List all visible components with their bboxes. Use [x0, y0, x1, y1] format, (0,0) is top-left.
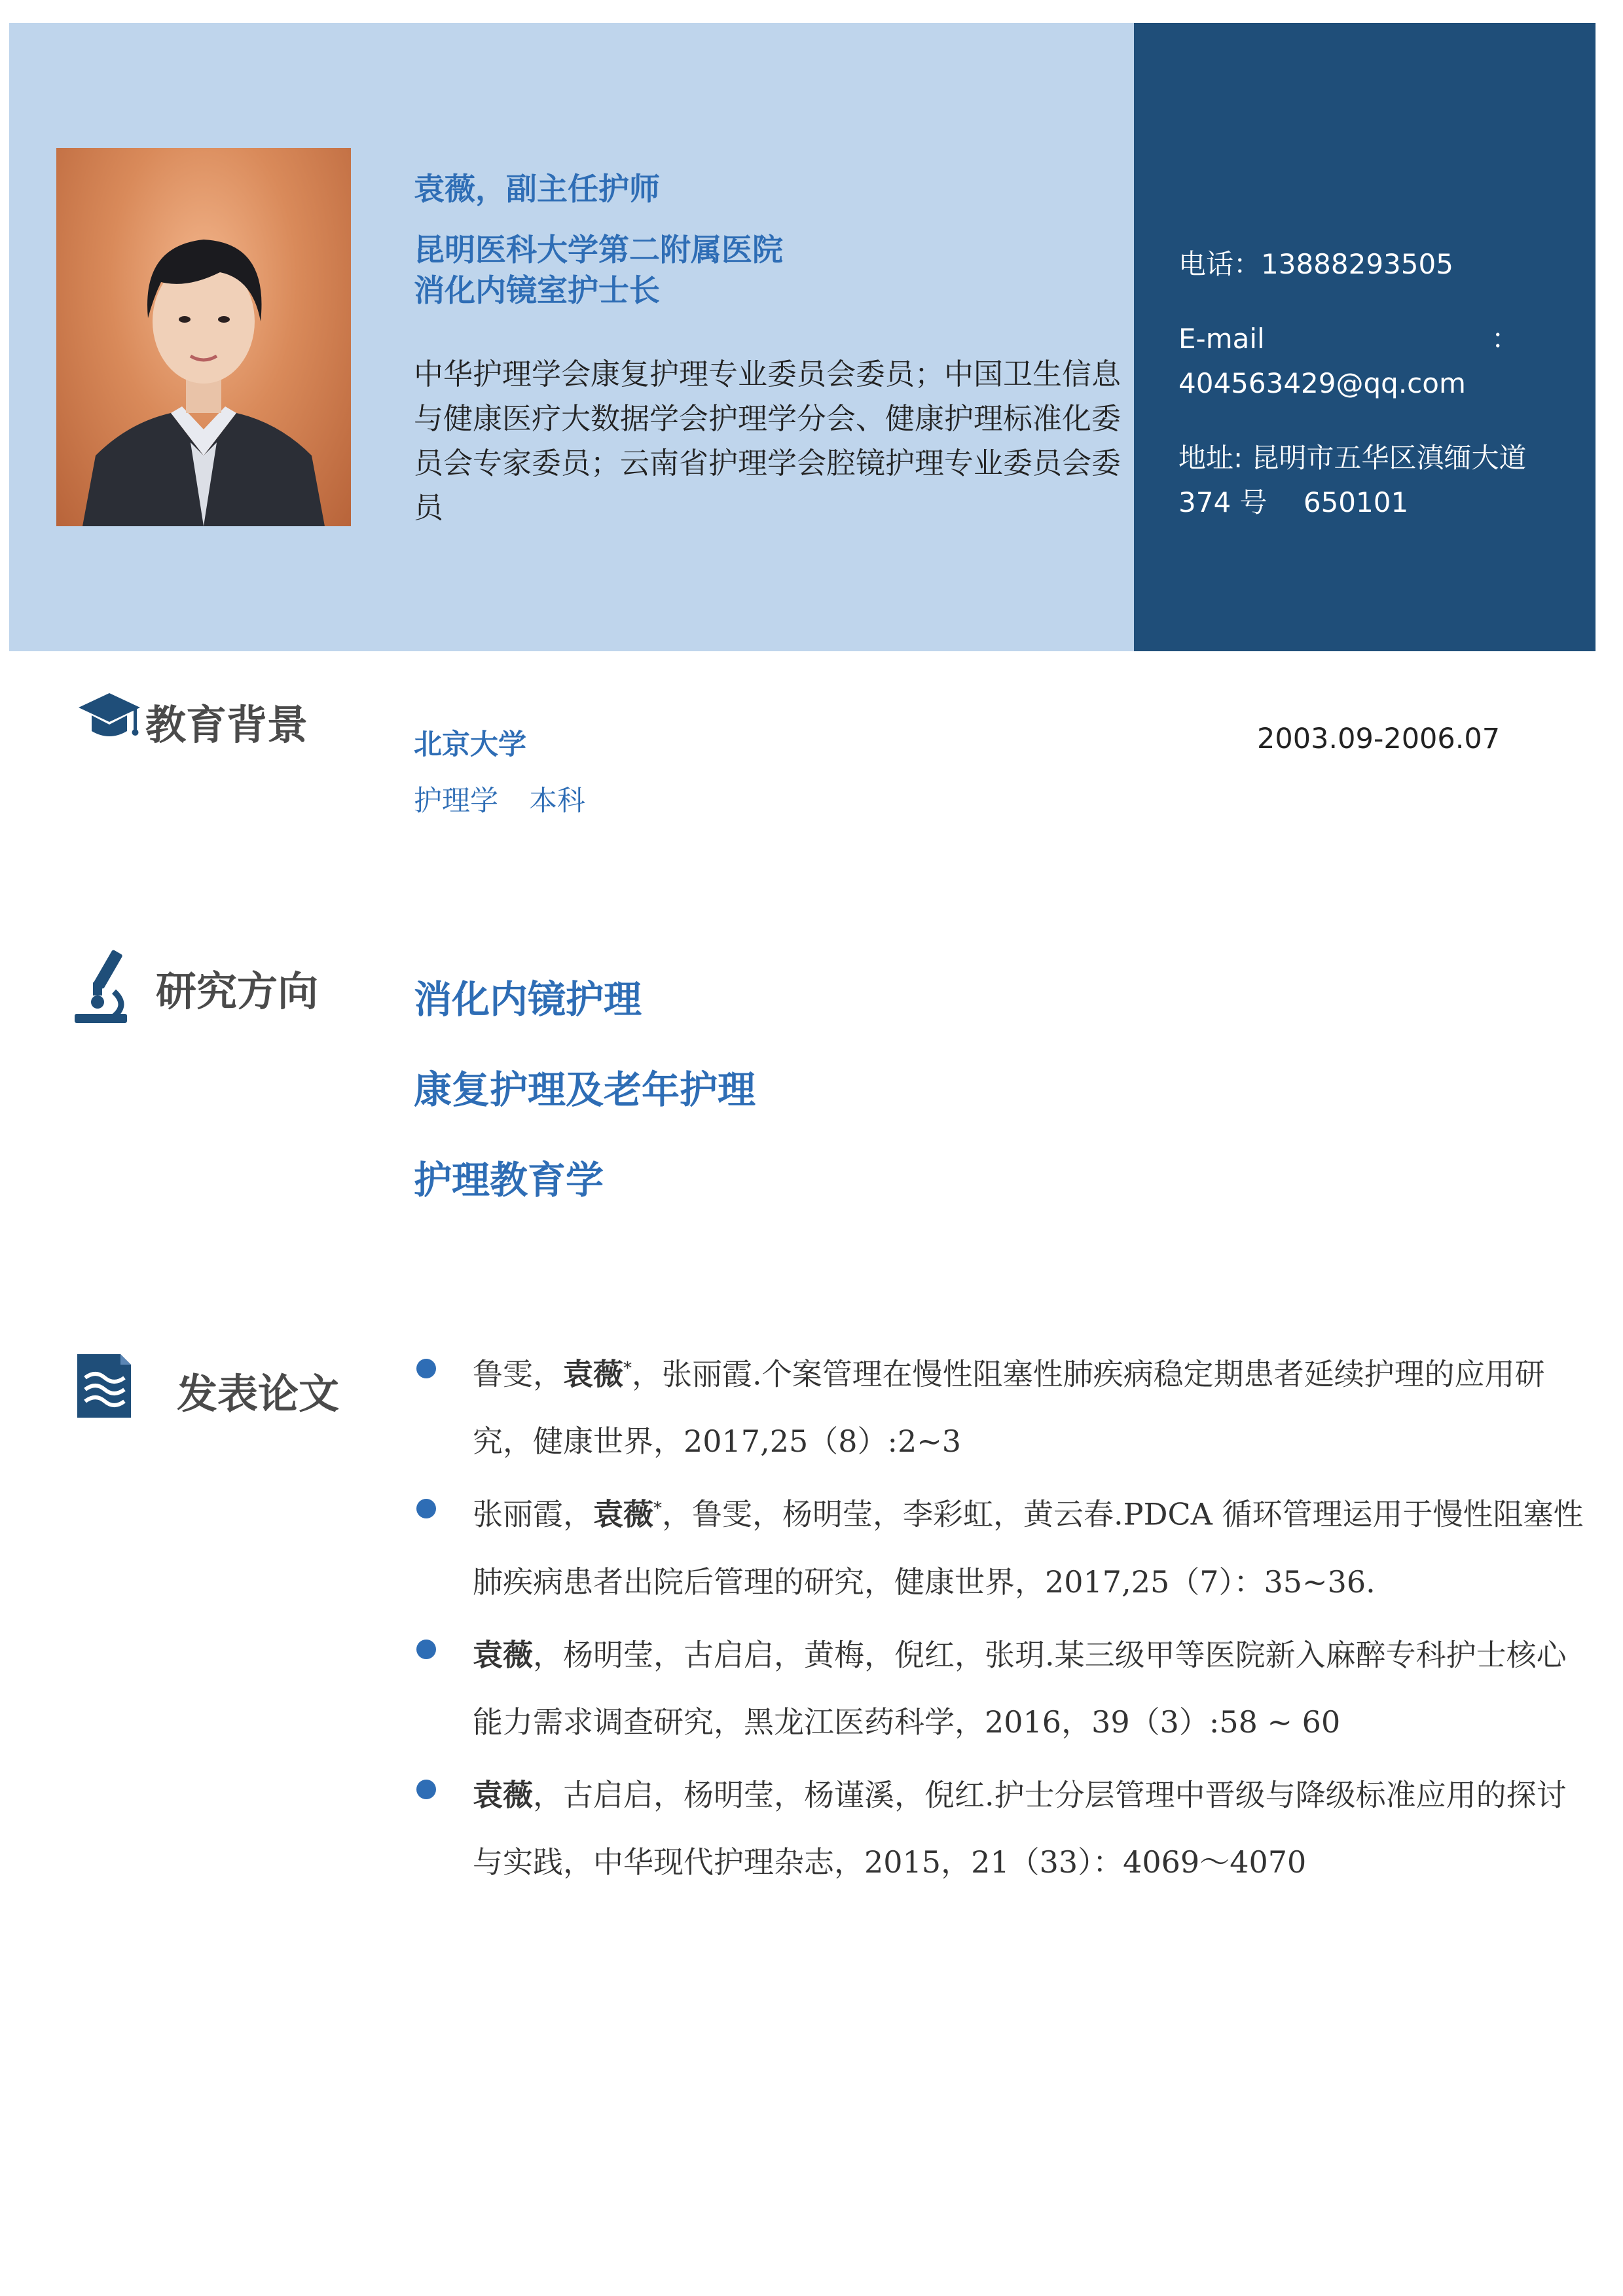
- bullet-icon: [416, 1499, 436, 1518]
- pub-coauthors: 张丽霞，: [473, 1496, 593, 1532]
- research-item: 护理教育学: [414, 1158, 604, 1202]
- research-item: 消化内镜护理: [414, 977, 642, 1022]
- contact-info: [1178, 242, 1571, 555]
- pub-citation: ，张丽霞.个案管理在慢性阻塞性肺疾病稳定期患者延续护理的应用研究，健康世界，2017,25（8）:2~3: [473, 1356, 1545, 1460]
- bullet-icon: [416, 1780, 436, 1799]
- email: [1178, 317, 1571, 406]
- phone: 电话：13888293505: [1178, 248, 1453, 280]
- pub-citation: ，鲁雯，杨明莹，李彩虹，黄云春.PDCA 循环管理运用于慢性阻塞性肺疾病患者出院后管理的研究，健康世界，2017,25（7）：35~36.: [473, 1496, 1584, 1600]
- portrait-illustration: [56, 148, 351, 526]
- document-icon: [75, 1352, 134, 1420]
- education-date: 2003.09-2006.07: [1257, 723, 1501, 755]
- profile-photo: [56, 148, 351, 526]
- education-title: 教育背景: [145, 701, 308, 749]
- memberships-text: 中华护理学会康复护理专业委员会委员；中国卫生信息与健康医疗大数据学会护理学分会、健康护理标准化委员会专家委员；云南省护理学会腔镜护理专业委员会委员: [414, 357, 1122, 525]
- corresponding-mark: *: [623, 1359, 632, 1378]
- publication-item: [406, 1475, 1591, 1615]
- corresponding-mark: *: [653, 1499, 662, 1519]
- microscope-icon: [73, 946, 128, 1024]
- pub-author: 袁薇: [563, 1356, 623, 1392]
- position-title: 消化内镜室护士长: [414, 273, 660, 309]
- address-line-1: 地址: 昆明市五华区滇缅大道: [1178, 442, 1527, 474]
- email-label: E-mail: [1178, 323, 1265, 355]
- address: [1178, 436, 1571, 525]
- hospital-name: 昆明医科大学第二附属医院: [414, 232, 783, 268]
- research-item: 康复护理及老年护理: [414, 1067, 756, 1112]
- education-degree: 本科: [529, 785, 585, 817]
- name-title: 袁薇，副主任护师: [414, 171, 660, 207]
- publication-item: [406, 1616, 1591, 1756]
- education-school: 北京大学: [414, 728, 526, 761]
- publication-list: [406, 1335, 1591, 1896]
- graduation-cap-icon: [77, 691, 141, 743]
- research-title: 研究方向: [156, 967, 319, 1015]
- bullet-icon: [416, 1359, 436, 1378]
- pub-author: 袁薇: [593, 1496, 653, 1532]
- pub-author: 袁薇: [473, 1777, 533, 1813]
- publication-item: [406, 1335, 1591, 1475]
- pub-coauthors: 鲁雯，: [473, 1356, 563, 1392]
- pub-citation: ，杨明莹，古启启，黄梅，倪红，张玥.某三级甲等医院新入麻醉专科护士核心能力需求调查研究，黑龙江医药科学，2016，39（3）:58 ~ 60: [473, 1636, 1567, 1740]
- publication-item: [406, 1756, 1591, 1896]
- bullet-icon: [416, 1640, 436, 1659]
- pub-citation: ，古启启，杨明莹，杨谨溪，倪红.护士分层管理中晋级与降级标准应用的探讨与实践，中华现代护理杂志，2015，21（33）：4069～4070: [473, 1777, 1567, 1880]
- address-line-2: 374 号 650101: [1178, 486, 1409, 518]
- publications-title: 发表论文: [177, 1370, 340, 1418]
- email-colon: ：: [1491, 323, 1519, 355]
- education-major: 护理学: [414, 785, 498, 817]
- email-value[interactable]: 404563429@qq.com: [1178, 367, 1466, 399]
- hospital-block: [414, 230, 783, 312]
- pub-author: 袁薇: [473, 1636, 533, 1672]
